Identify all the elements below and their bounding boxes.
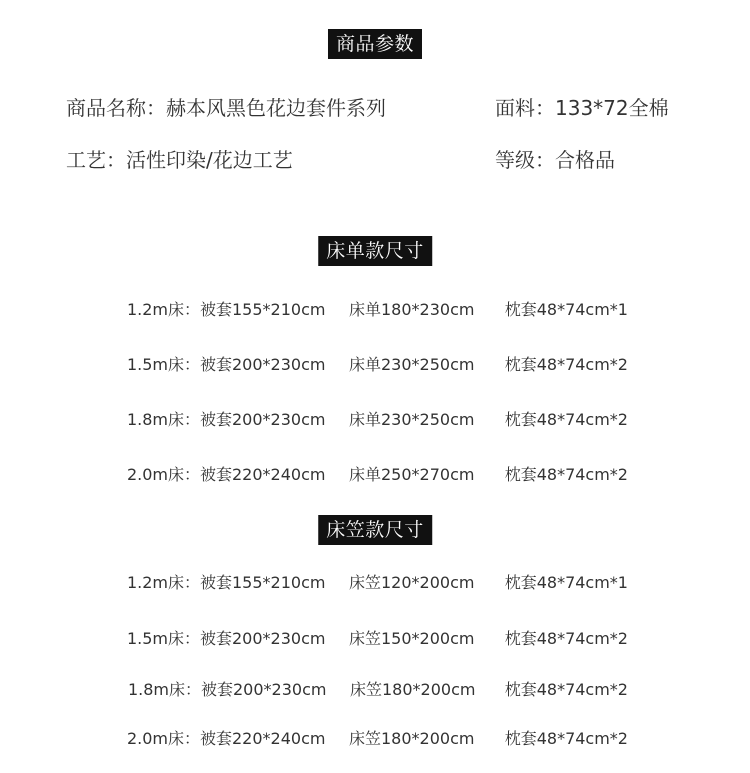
size-row	[0, 351, 750, 379]
size-row	[0, 676, 750, 704]
size-row	[0, 625, 750, 653]
pillow-size: 枕套48*74cm*1	[504, 573, 628, 592]
param-grade: 等级：合格品	[495, 148, 615, 172]
fitted-sheet-size: 床笠150*200cm	[349, 629, 475, 648]
pillow-size: 枕套48*74cm*2	[504, 629, 628, 648]
pillow-size: 枕套48*74cm*1	[504, 300, 628, 319]
size-row	[0, 569, 750, 597]
pillow-size: 枕套48*74cm*2	[504, 410, 628, 429]
pillow-size: 枕套48*74cm*2	[504, 729, 628, 748]
fitted-sheet-size: 床笠180*200cm	[350, 680, 476, 699]
fitted-sheet-size: 床笠180*200cm	[349, 729, 475, 748]
duvet-size: 被套220*240cm	[200, 465, 326, 484]
pillow-size: 枕套48*74cm*2	[504, 680, 628, 699]
bed-size-label: 1.8m床：	[127, 680, 201, 699]
bed-size-label: 2.0m床：	[126, 729, 200, 748]
param-product-name: 商品名称：赫本风黑色花边套件系列	[66, 96, 386, 120]
pillow-size: 枕套48*74cm*2	[504, 355, 628, 374]
bed-size-label: 1.2m床：	[126, 300, 200, 319]
duvet-size: 被套200*230cm	[200, 355, 326, 374]
duvet-size: 被套200*230cm	[200, 629, 326, 648]
param-fabric: 面料：133*72全棉	[495, 96, 669, 120]
param-craft: 工艺：活性印染/花边工艺	[66, 148, 293, 172]
duvet-size: 被套155*210cm	[200, 573, 326, 592]
bed-size-label: 2.0m床：	[126, 465, 200, 484]
bed-size-label: 1.8m床：	[126, 410, 200, 429]
sheet-size: 床单250*270cm	[349, 465, 475, 484]
sheet-size: 床单230*250cm	[349, 410, 475, 429]
fitted-sheet-size: 床笠120*200cm	[349, 573, 475, 592]
sheet-size: 床单180*230cm	[349, 300, 475, 319]
section-heading-flat-sheet: 床单款尺寸	[318, 236, 432, 266]
pillow-size: 枕套48*74cm*2	[504, 465, 628, 484]
duvet-size: 被套200*230cm	[200, 410, 326, 429]
bed-size-label: 1.2m床：	[126, 573, 200, 592]
duvet-size: 被套220*240cm	[200, 729, 326, 748]
size-row	[0, 406, 750, 434]
section-heading-params: 商品参数	[328, 29, 422, 59]
bed-size-label: 1.5m床：	[126, 355, 200, 374]
section-heading-fitted-sheet: 床笠款尺寸	[318, 515, 432, 545]
bed-size-label: 1.5m床：	[126, 629, 200, 648]
sheet-size: 床单230*250cm	[349, 355, 475, 374]
duvet-size: 被套200*230cm	[201, 680, 327, 699]
size-row	[0, 296, 750, 324]
size-row	[0, 725, 750, 753]
duvet-size: 被套155*210cm	[200, 300, 326, 319]
size-row	[0, 461, 750, 489]
